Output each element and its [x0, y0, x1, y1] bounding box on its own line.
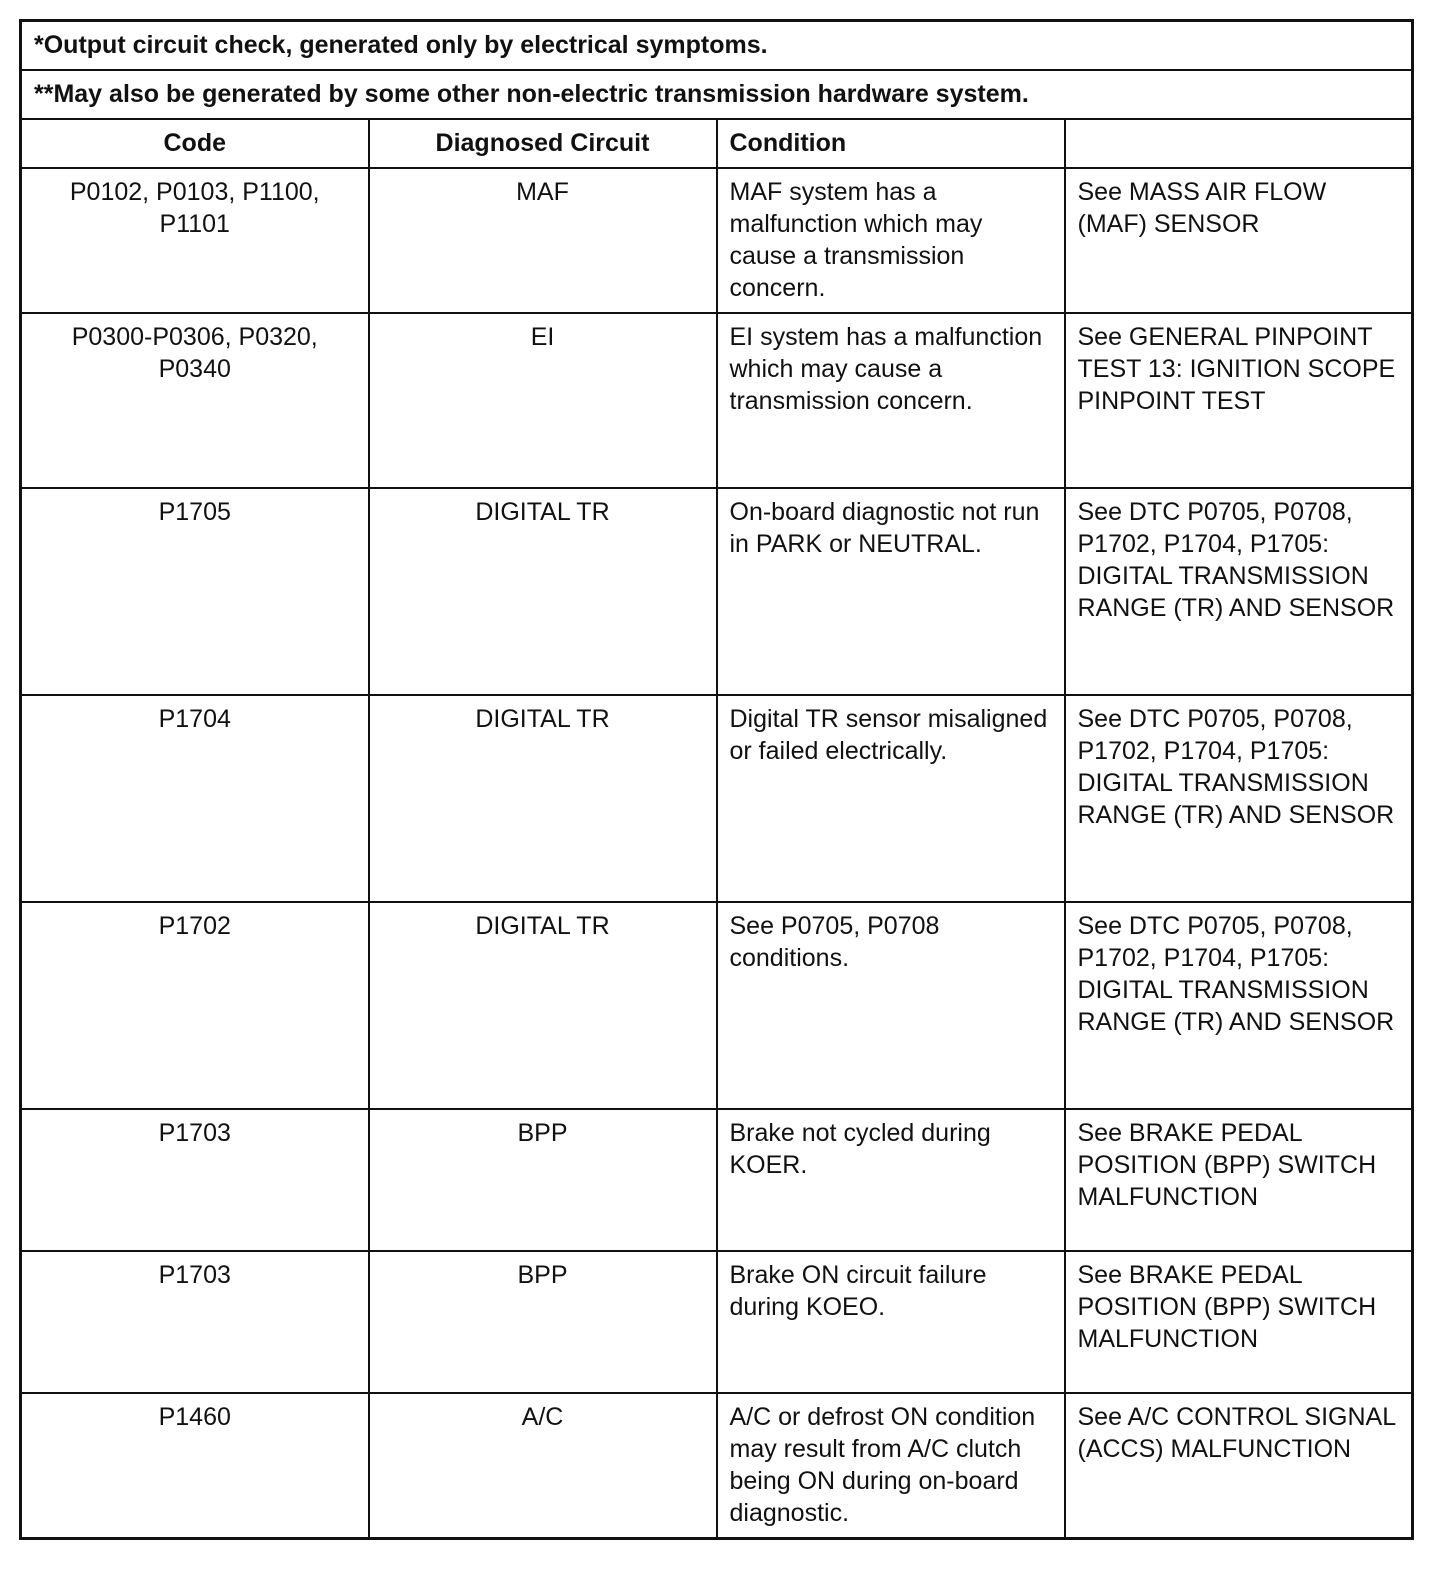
table-row [21, 695, 1413, 902]
action-cell: See DTC P0705, P0708, P1702, P1704, P1705: DIGITAL TRANSMISSION RANGE (TR) AND SENSOR [1065, 488, 1413, 695]
code-cell: P1460 [21, 1393, 369, 1539]
header-code: Code [21, 119, 369, 168]
dtc-table [19, 19, 1414, 1540]
condition-cell: A/C or defrost ON condition may result from A/C clutch being ON during on-board diagnostic. [717, 1393, 1065, 1539]
circuit-cell: BPP [369, 1109, 717, 1251]
condition-cell: See P0705, P0708 conditions. [717, 902, 1065, 1109]
note-output-circuit: *Output circuit check, generated only by electrical symptoms. [21, 21, 1413, 71]
circuit-cell: DIGITAL TR [369, 488, 717, 695]
condition-cell: MAF system has a malfunction which may cause a transmission concern. [717, 168, 1065, 313]
circuit-cell: DIGITAL TR [369, 902, 717, 1109]
circuit-cell: BPP [369, 1251, 717, 1393]
condition-cell: Brake not cycled during KOER. [717, 1109, 1065, 1251]
header-condition: Condition [717, 119, 1065, 168]
table-row [21, 1393, 1413, 1539]
circuit-cell: DIGITAL TR [369, 695, 717, 902]
note-row-output-circuit [21, 21, 1413, 71]
table-row [21, 488, 1413, 695]
code-cell: P1705 [21, 488, 369, 695]
code-cell: P1704 [21, 695, 369, 902]
condition-cell: EI system has a malfunction which may cause a transmission concern. [717, 313, 1065, 488]
header-diagnosed-circuit: Diagnosed Circuit [369, 119, 717, 168]
circuit-cell: MAF [369, 168, 717, 313]
table-row [21, 168, 1413, 313]
code-cell: P1703 [21, 1109, 369, 1251]
code-cell: P1702 [21, 902, 369, 1109]
code-cell: P1703 [21, 1251, 369, 1393]
table-row [21, 902, 1413, 1109]
header-action [1065, 119, 1413, 168]
header-row [21, 119, 1413, 168]
code-cell: P0300-P0306, P0320, P0340 [21, 313, 369, 488]
action-cell: See DTC P0705, P0708, P1702, P1704, P1705: DIGITAL TRANSMISSION RANGE (TR) AND SENSOR [1065, 695, 1413, 902]
circuit-cell: EI [369, 313, 717, 488]
table-row [21, 1109, 1413, 1251]
condition-cell: Brake ON circuit failure during KOEO. [717, 1251, 1065, 1393]
action-cell: See BRAKE PEDAL POSITION (BPP) SWITCH MALFUNCTION [1065, 1109, 1413, 1251]
code-cell: P0102, P0103, P1100, P1101 [21, 168, 369, 313]
action-cell: See A/C CONTROL SIGNAL (ACCS) MALFUNCTION [1065, 1393, 1413, 1539]
note-non-electric: **May also be generated by some other non-electric transmission hardware system. [21, 70, 1413, 119]
table-row [21, 1251, 1413, 1393]
circuit-cell: A/C [369, 1393, 717, 1539]
note-row-non-electric [21, 70, 1413, 119]
action-cell: See DTC P0705, P0708, P1702, P1704, P1705: DIGITAL TRANSMISSION RANGE (TR) AND SENSOR [1065, 902, 1413, 1109]
table-row [21, 313, 1413, 488]
condition-cell: On-board diagnostic not run in PARK or NEUTRAL. [717, 488, 1065, 695]
condition-cell: Digital TR sensor misaligned or failed electrically. [717, 695, 1065, 902]
action-cell: See MASS AIR FLOW (MAF) SENSOR [1065, 168, 1413, 313]
action-cell: See BRAKE PEDAL POSITION (BPP) SWITCH MALFUNCTION [1065, 1251, 1413, 1393]
action-cell: See GENERAL PINPOINT TEST 13: IGNITION SCOPE PINPOINT TEST [1065, 313, 1413, 488]
